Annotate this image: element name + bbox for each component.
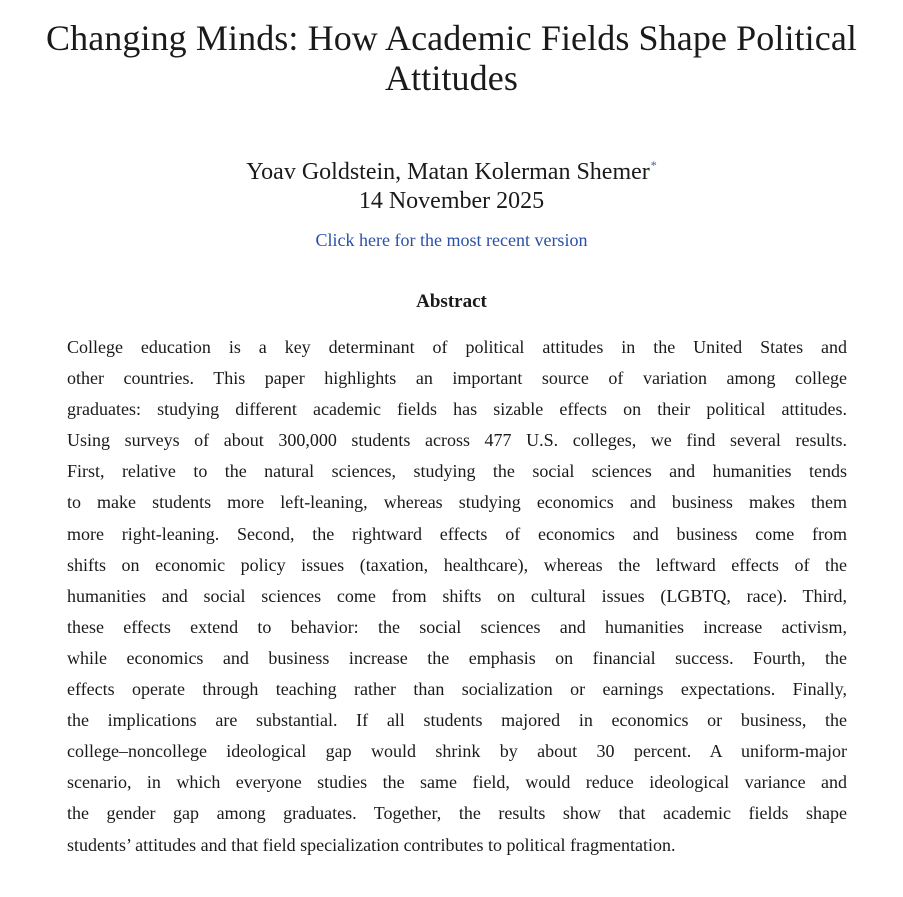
abstract-heading: Abstract <box>416 291 487 312</box>
paper-title-line-1: Changing Minds: How Academic Fields Shape Political <box>45 18 858 58</box>
abstract-body <box>67 332 847 861</box>
abstract-line: other countries. This paper highlights an important source of variation among college <box>67 368 847 389</box>
abstract-line: humanities and social sciences come from shifts on cultural issues (LGBTQ, race). Third, <box>67 585 847 606</box>
abstract-line: these effects extend to behavior: the social sciences and humanities increase activism, <box>67 616 847 637</box>
abstract-line: students’ attitudes and that field specialization contributes to political fragmentation. <box>67 834 676 855</box>
abstract-line: college–noncollege ideological gap would shrink by about 30 percent. A uniform-major <box>67 741 847 762</box>
abstract-line: Using surveys of about 300,000 students across 477 U.S. colleges, we find several results. <box>67 430 847 451</box>
abstract-line: First, relative to the natural sciences, studying the social sciences and humanities tends <box>67 461 847 482</box>
paper-title <box>0 18 903 98</box>
abstract-line: the implications are substantial. If all students majored in economics or business, the <box>67 710 847 731</box>
paper-title-line-2: Attitudes <box>385 58 518 98</box>
abstract-line: more right-leaning. Second, the rightward effects of economics and business come from <box>67 523 847 544</box>
abstract-line: while economics and business increase the emphasis on financial success. Fourth, the <box>67 647 847 668</box>
authors-text: Yoav Goldstein, Matan Kolerman Shemer <box>246 159 650 185</box>
abstract-line: scenario, in which everyone studies the same field, would reduce ideological variance and <box>67 772 847 793</box>
author-footnote-marker[interactable]: * <box>650 158 657 172</box>
abstract-line: effects operate through teaching rather than socialization or earnings expectations. Finally, <box>67 679 847 700</box>
abstract-line: graduates: studying different academic fields has sizable effects on their political attitudes. <box>67 399 847 420</box>
abstract-line: College education is a key determinant of political attitudes in the United States and <box>67 337 847 357</box>
publication-date: 14 November 2025 <box>358 188 545 214</box>
recent-version-link[interactable]: Click here for the most recent version <box>315 230 588 250</box>
abstract-line: shifts on economic policy issues (taxation, healthcare), whereas the leftward effects of the <box>67 554 847 575</box>
abstract-line: the gender gap among graduates. Together, the results show that academic fields shape <box>67 803 847 824</box>
abstract-line: to make students more left-leaning, whereas studying economics and business makes them <box>67 492 847 513</box>
author-list <box>0 150 903 187</box>
